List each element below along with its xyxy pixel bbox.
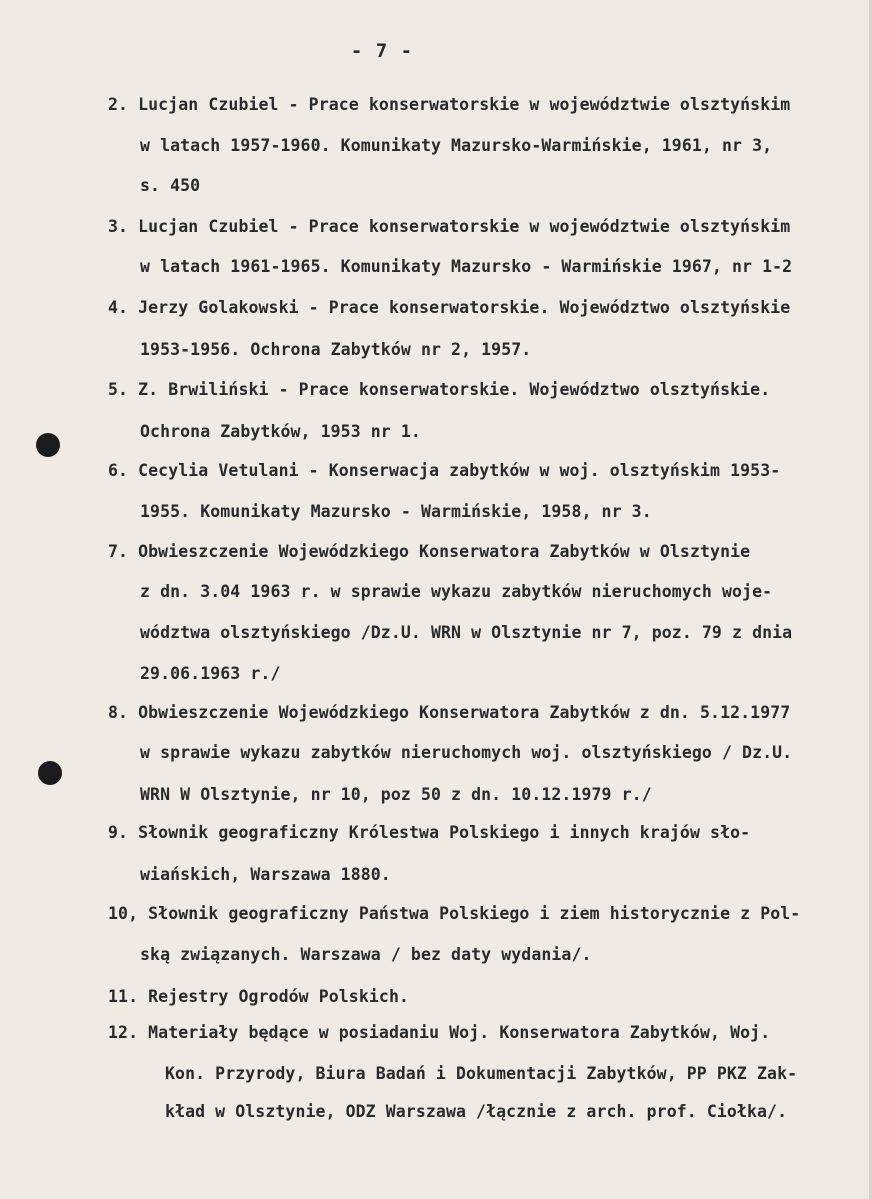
text-line: 5. Z. Brwiliński - Prace konserwatorskie. Województwo olsztyńskie. <box>108 380 771 399</box>
text-line: 6. Cecylia Vetulani - Konserwacja zabytków w woj. olsztyńskim 1953- <box>108 461 781 480</box>
punch-hole-top <box>36 433 60 457</box>
text-line: 2. Lucjan Czubiel - Prace konserwatorskie w województwie olsztyńskim <box>108 95 791 114</box>
text-line: 10, Słownik geograficzny Państwa Polskiego i ziem historycznie z Pol- <box>108 904 801 923</box>
text-line: kład w Olsztynie, ODZ Warszawa /łącznie z arch. prof. Ciołka/. <box>165 1102 788 1121</box>
text-line: 8. Obwieszczenie Wojewódzkiego Konserwatora Zabytków z dn. 5.12.1977 <box>108 703 791 722</box>
text-line: 1953-1956. Ochrona Zabytków nr 2, 1957. <box>140 340 532 359</box>
text-line: z dn. 3.04 1963 r. w sprawie wykazu zabytków nieruchomych woje- <box>140 582 773 601</box>
text-line: 11. Rejestry Ogrodów Polskich. <box>108 987 410 1006</box>
punch-hole-bottom <box>38 761 62 785</box>
text-line: ską związanych. Warszawa / bez daty wydania/. <box>140 945 592 964</box>
text-line: w latach 1961-1965. Komunikaty Mazursko - Warmińskie 1967, nr 1-2 <box>140 257 793 276</box>
text-line: s. 450 <box>140 176 201 195</box>
text-line: Ochrona Zabytków, 1953 nr 1. <box>140 422 421 441</box>
text-line: 12. Materiały będące w posiadaniu Woj. Konserwatora Zabytków, Woj. <box>108 1023 771 1042</box>
text-line: w sprawie wykazu zabytków nieruchomych woj. olsztyńskiego / Dz.U. <box>140 743 793 762</box>
text-line: WRN W Olsztynie, nr 10, poz 50 z dn. 10.12.1979 r./ <box>140 785 652 804</box>
text-line: 9. Słownik geograficzny Królestwa Polskiego i innych krajów sło- <box>108 823 751 842</box>
text-line: 7. Obwieszczenie Wojewódzkiego Konserwatora Zabytków w Olsztynie <box>108 542 751 561</box>
text-line: 4. Jerzy Golakowski - Prace konserwatorskie. Województwo olsztyńskie <box>108 298 791 317</box>
text-line: 3. Lucjan Czubiel - Prace konserwatorskie w województwie olsztyńskim <box>108 217 791 236</box>
text-line: 29.06.1963 r./ <box>140 664 281 683</box>
page-number: - 7 - <box>350 40 414 62</box>
text-line: wiańskich, Warszawa 1880. <box>140 865 391 884</box>
text-line: 1955. Komunikaty Mazursko - Warmińskie, 1958, nr 3. <box>140 502 652 521</box>
text-line: w latach 1957-1960. Komunikaty Mazursko-Warmińskie, 1961, nr 3, <box>140 136 773 155</box>
text-line: Kon. Przyrody, Biura Badań i Dokumentacji Zabytków, PP PKZ Zak- <box>165 1064 798 1083</box>
text-line: wództwa olsztyńskiego /Dz.U. WRN w Olsztynie nr 7, poz. 79 z dnia <box>140 623 793 642</box>
